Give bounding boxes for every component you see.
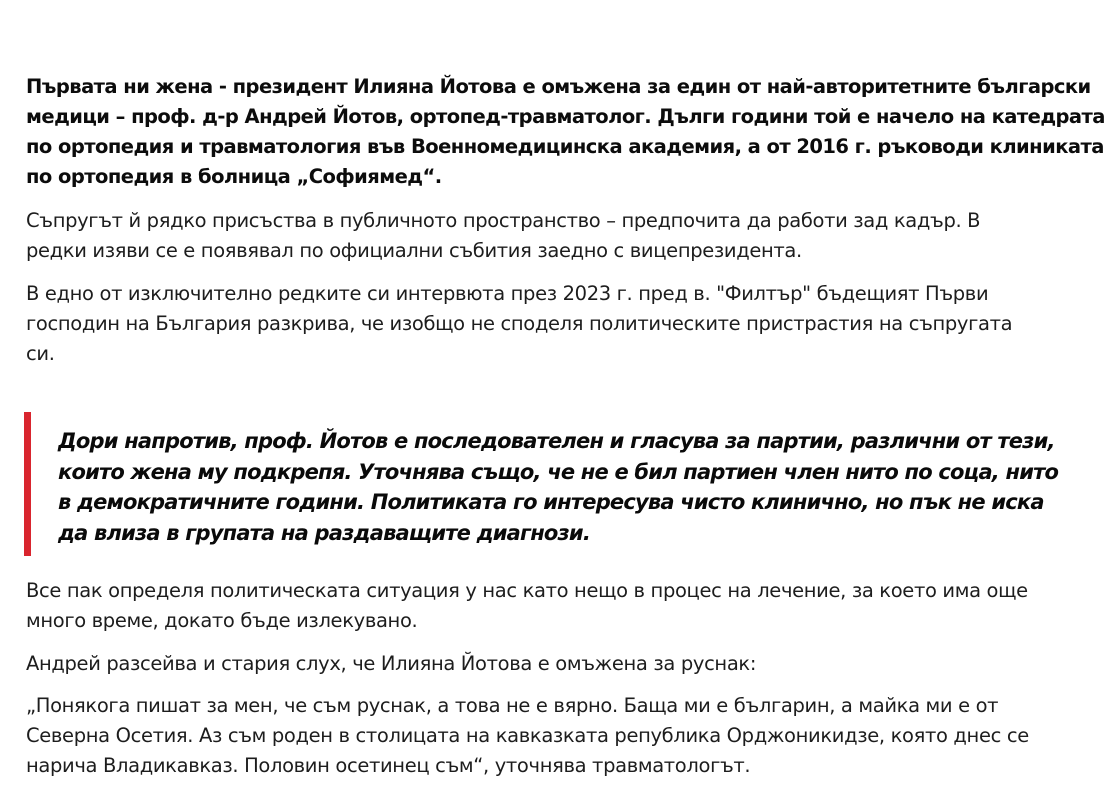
- text-line: В едно от изключително редките си интервюта през 2023 г. пред в. "Филтър" бъдещият Първи: [26, 282, 989, 305]
- text-line: Съпругът й рядко присъства в публичното пространство – предпочита да работи зад кадър. В: [26, 209, 981, 232]
- text-line: да влиза в групата на раздаващите диагнози.: [58, 520, 591, 545]
- text-line: редки изяви се е появявал по официални събития заедно с вицепрезидента.: [26, 239, 802, 262]
- text-line: господин на България разкрива, че изобщо не споделя политическите пристрастия на съпругата: [26, 312, 1013, 335]
- text-line: много време, докато бъде излекувано.: [26, 609, 418, 632]
- text-line: Андрей разсейва и стария слух, че Илияна Йотова е омъжена за руснак:: [26, 652, 757, 675]
- text-line: „Понякога пишат за мен, че съм руснак, а това не е вярно. Баща ми е българин, а майка ми е от: [26, 694, 999, 717]
- text-line: Първата ни жена - президент Илияна Йотова е омъжена за един от най-авторитетните български: [26, 75, 1091, 98]
- text-line: нарича Владикавказ. Половин осетинец съм“, уточнява травматологът.: [26, 754, 751, 777]
- text-line: Дори напротив, проф. Йотов е последователен и гласува за партии, различни от тези,: [58, 429, 1055, 453]
- text-line: Северна Осетия. Аз съм роден в столицата на кавказката република Орджоникидзе, която днес се: [26, 724, 1029, 747]
- text-line: Все пак определя политическата ситуация у нас като нещо в процес на лечение, за което има още: [26, 579, 1028, 602]
- text-line: по ортопедия в болница „Софиямед“.: [26, 165, 442, 188]
- quote-text: [58, 426, 1058, 548]
- text-line: които жена му подкрепя. Уточнява също, че не е бил партиен член нито по соца, нито: [58, 459, 1059, 484]
- text-line: медици – проф. д-р Андрей Йотов, ортопед-травматолог. Дълги години той е начело на катедрата: [26, 105, 1105, 128]
- text-line: в демократичните години. Политиката го интересува чисто клинично, но пък не иска: [58, 490, 1044, 514]
- paragraph-spouse-public: [26, 206, 1086, 266]
- blockquote: [24, 412, 1084, 556]
- paragraph-interview: [26, 279, 1086, 369]
- text-line: си.: [26, 342, 55, 365]
- paragraph-political-situation: [26, 576, 1086, 636]
- quote-accent-bar: [24, 412, 31, 556]
- paragraph-quote-origin: [26, 691, 1086, 781]
- paragraph-rumor: [26, 649, 1086, 679]
- lead-paragraph: [26, 72, 1105, 192]
- text-line: по ортопедия и травматология във Военномедицинска академия, а от 2016 г. ръководи клиниката: [26, 135, 1104, 158]
